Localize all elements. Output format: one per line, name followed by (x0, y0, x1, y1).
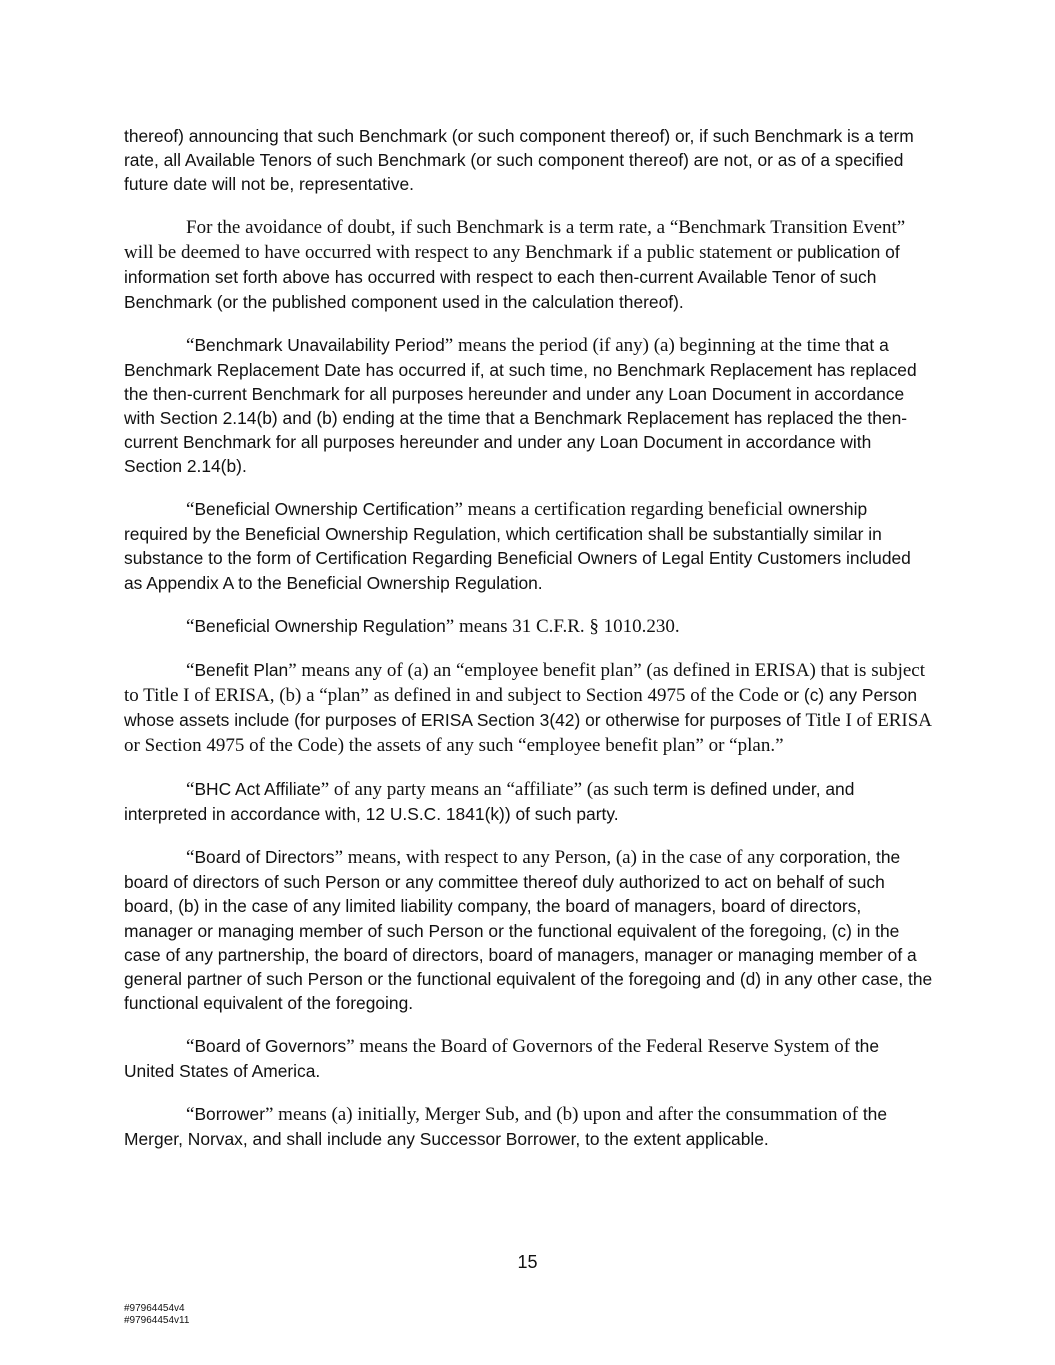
document-id: #97964454v4 (124, 1303, 185, 1314)
paragraph-text-segment: Benchmark Unavailability Period (194, 334, 445, 355)
paragraph-text-segment: the United States of America. (124, 1035, 880, 1081)
paragraph-text-segment: ” means (a) initially, Merger Sub, and (b) upon and after the consummation of (265, 1104, 863, 1126)
paragraph-text-segment: ” means a certification regarding beneficial (454, 499, 788, 521)
paragraph-text-segment: publication of information set forth above has occurred with respect to each then-current Available Tenor of such Benchmark (or the published component used in the calculation thereof). (124, 242, 900, 312)
paragraph-text-segment: Board of Directors (194, 847, 335, 868)
paragraph-text-segment: Beneficial Ownership Certification (194, 499, 455, 520)
paragraph-text-segment: or (c) any Person whose assets include (for purposes of ERISA Section 3(42) or otherwise for purposes of (124, 684, 917, 730)
paragraph-text-segment: Title I of ERISA or Section 4975 of the Code) the assets of any such “employee benefit plan” or “plan.” (124, 709, 931, 756)
definition-paragraph-beneficial-ownership-regulation (124, 614, 934, 639)
paragraph-text-segment: ” means any of (a) an “employee benefit plan” (as defined in ERISA) that is subject to Title I of ERISA, (b) a “plan” as defined in and subject to Section 4975 of the Code (124, 659, 926, 706)
paragraph-text-segment: ” of any party means an “affiliate” (as such (320, 779, 654, 801)
paragraph-text-segment: term is defined under, and interpreted in accordance with, 12 U.S.C. 1841(k)) of such party. (124, 779, 855, 825)
paragraph-text-segment: thereof) announcing that such Benchmark (or such component thereof) or, if such Benchmark is a term rate, all Available Tenors of such Benchmark (or such component thereof) are not, or as of a specified future date will not be, representative. (124, 126, 914, 195)
paragraph-text-segment: “ (186, 847, 195, 869)
definition-paragraph-beneficial-ownership-certification (124, 497, 934, 594)
paragraph-text-segment: Beneficial Ownership Regulation (194, 615, 446, 636)
paragraph-text-segment: “ (186, 659, 195, 681)
paragraph-text-segment: “ (186, 334, 195, 356)
paragraph-text-segment: corporation, the board of directors of such Person or any committee thereof duly authorized to act on behalf of such board, (b) in the case of any limited liability company, the board of managers, board of directors, manager or managing member of such Person or the functional equivalent of the foregoing, (c) in the case of any partnership, the board of directors, board of managers, manager or managing member of a general partner of such Person or the functional equivalent of the foregoing and (d) in any other case, the functional equivalent of the foregoing. (124, 847, 933, 1013)
paragraph-text-segment: “ (186, 1035, 195, 1057)
paragraph-text-segment: “ (186, 499, 195, 521)
definition-paragraph-board-of-governors (124, 1034, 934, 1083)
paragraph-text-segment: ” means, with respect to any Person, (a) in the case of any (334, 847, 780, 869)
definition-paragraph-borrower (124, 1102, 934, 1151)
paragraph-text-segment: ownership required by the Beneficial Ownership Regulation, which certification shall be substantially similar in substance to the form of Certification Regarding Beneficial Owners of Legal Entity Customers included as Appendix A to the Beneficial Ownership Regulation. (124, 499, 911, 593)
paragraph-text-segment: “ (186, 1104, 195, 1126)
definition-paragraph-avoidance-of-doubt (124, 215, 934, 313)
paragraph-text-segment: Borrower (194, 1104, 265, 1125)
document-id-block (124, 1303, 189, 1327)
paragraph-text-segment: Board of Governors (194, 1035, 347, 1056)
paragraph-text-segment: ” means the period (if any) (a) beginning at the time (444, 334, 846, 356)
paragraph-text-segment: the Merger, Norvax, and shall include any Successor Borrower, to the extent applicable. (124, 1104, 887, 1150)
definition-paragraph-benefit-plan (124, 658, 934, 758)
paragraph-text-segment: For the avoidance of doubt, if such Benchmark is a term rate, a “Benchmark Transition Event” will be deemed to have occurred with respect to any Benchmark if a public statement or (124, 217, 906, 264)
definition-paragraph-bhc-act-affiliate (124, 777, 934, 826)
paragraph-text-segment: ” means 31 C.F.R. § 1010.230. (445, 615, 680, 637)
definition-paragraph-board-of-directors (124, 845, 934, 1015)
document-id: #97964454v11 (124, 1315, 190, 1326)
paragraph-text-segment: “ (186, 615, 195, 637)
paragraph-text-segment: that a Benchmark Replacement Date has occurred if, at such time, no Benchmark Replacement has replaced the then-current Benchmark for all purposes hereunder and under any Loan Document in accordance with Section 2.14(b) and (b) ending at the time that a Benchmark Replacement has replaced the then-current Benchmark for all purposes hereunder and under any Loan Document in accordance with Section 2.14(b). (124, 334, 917, 477)
paragraph-text-segment: Benefit Plan (194, 659, 289, 680)
paragraph-text-segment: BHC Act Affiliate (194, 779, 321, 800)
definition-paragraph-benchmark-unavailability-period (124, 333, 934, 479)
definition-paragraph-benchmark-transition-cont (124, 124, 934, 196)
page-number: 15 (517, 1252, 538, 1272)
paragraph-text-segment: “ (186, 779, 195, 801)
paragraph-text-segment: ” means the Board of Governors of the Federal Reserve System of (346, 1035, 855, 1057)
document-body (124, 124, 934, 1170)
